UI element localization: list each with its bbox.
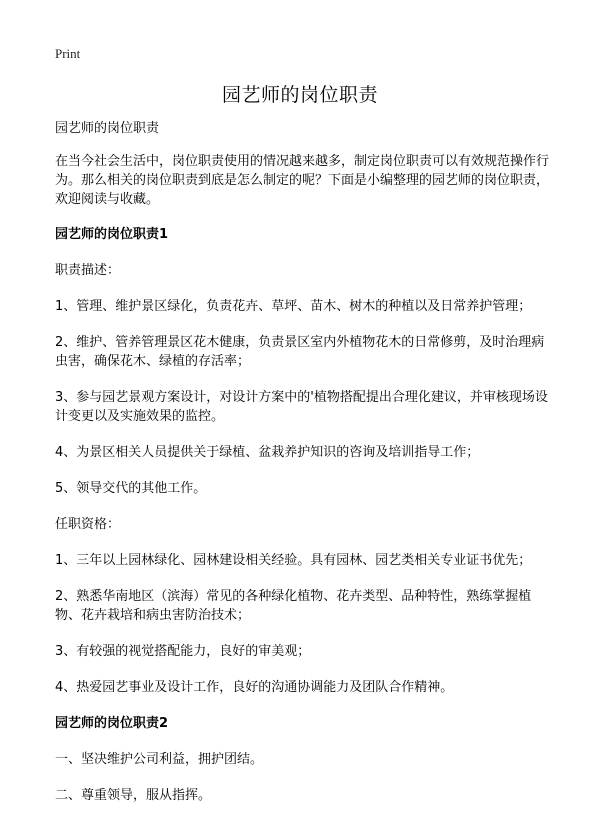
print-label: Print bbox=[55, 46, 81, 61]
document-subtitle: 园艺师的岗位职责 bbox=[55, 121, 160, 136]
section-heading-2: 园艺师的岗位职责2 bbox=[55, 716, 169, 731]
qualification-item: 4、热爱园艺事业及设计工作，良好的沟通协调能力及团队合作精神。 bbox=[55, 680, 454, 695]
duties-label: 职责描述： bbox=[55, 263, 121, 278]
duty-item: 4、为景区相关人员提供关于绿植、盆栽养护知识的咨询及培训指导工作； bbox=[55, 445, 480, 460]
page-title: 园艺师的岗位职责 bbox=[221, 84, 378, 106]
qualification-item: 1、三年以上园林绿化、园林建设相关经验。具有园林、园艺类相关专业证书优先； bbox=[55, 553, 532, 568]
duty-item: 5、领导交代的其他工作。 bbox=[55, 481, 207, 496]
qualifications-label: 任职资格： bbox=[55, 517, 121, 532]
qualification-item: 2、熟悉华南地区（滨海）常见的各种绿化植物、花卉类型、品种特性，熟练掌握植物、花卉栽培和病虫害防治技术； bbox=[55, 589, 532, 623]
section-heading-1: 园艺师的岗位职责1 bbox=[55, 227, 169, 242]
duty-item: 2、维护、管养管理景区花木健康，负责景区室内外植物花木的日常修剪，及时治理病虫害，确保花木、绿植的存活率； bbox=[55, 335, 545, 369]
intro-paragraph: 在当今社会生活中，岗位职责使用的情况越来越多，制定岗位职责可以有效规范操作行为。那么相关的岗位职责到底是怎么制定的呢？下面是小编整理的园艺师的岗位职责，欢迎阅读与收藏。 bbox=[55, 154, 550, 207]
document-body bbox=[55, 119, 555, 822]
duty-item: 3、参与园艺景观方案设计，对设计方案中的'植物搭配提出合理化建议，并审核现场设计变更以及实施效果的监控。 bbox=[55, 390, 548, 424]
section2-item: 一、坚决维护公司利益，拥护团结。 bbox=[55, 752, 264, 767]
section2-item: 二、尊重领导，服从指挥。 bbox=[55, 788, 212, 803]
duty-item: 1、管理、维护景区绿化，负责花卉、草坪、苗木、树木的种植以及日常养护管理； bbox=[55, 299, 532, 314]
qualification-item: 3、有较强的视觉搭配能力，良好的审美观； bbox=[55, 644, 311, 659]
